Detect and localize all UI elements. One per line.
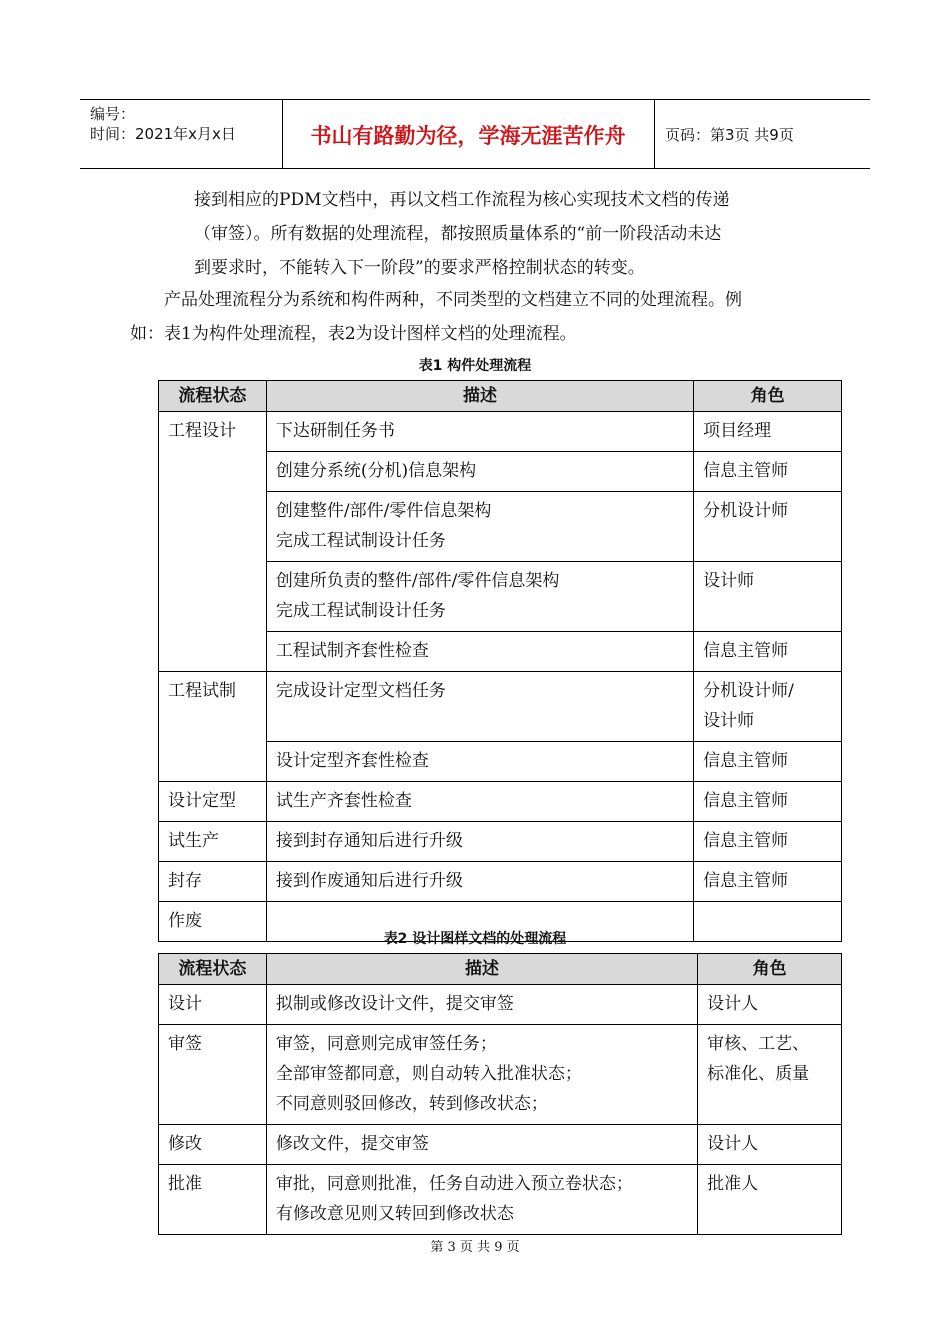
header-meta [90,104,280,144]
role-cell: 项目经理 [694,412,842,452]
table1-caption: 表1 构件处理流程 [418,358,532,374]
state-cell: 设计 [159,985,267,1025]
description-cell: 拟制或修改设计文件，提交审签 [266,985,697,1025]
role-cell: 设计人 [698,1125,842,1165]
role-cell: 信息主管师 [694,782,842,822]
page-footer: 第 3 页 共 9 页 [430,1240,520,1255]
paragraph-1 [194,183,729,285]
state-cell: 批准 [159,1165,267,1235]
description-cell: 完成设计定型文档任务 [266,672,693,742]
state-cell: 作废 [159,902,267,942]
description-cell: 审批，同意则批准，任务自动进入预立卷状态； 有修改意见则又转回到修改状态 [266,1165,697,1235]
paragraph-line: （审签）。所有数据的处理流程，都按照质量体系的“前一阶段活动未达 [194,224,722,244]
table-row [159,412,842,452]
table-row [159,672,842,742]
role-cell: 信息主管师 [694,742,842,782]
role-cell: 信息主管师 [694,822,842,862]
table-header-row [159,381,842,412]
table1 [158,380,842,942]
description-cell: 设计定型齐套性检查 [266,742,693,782]
description-cell: 创建整件/部件/零件信息架构 完成工程试制设计任务 [266,492,693,562]
role-cell: 设计师 [694,562,842,632]
state-cell: 设计定型 [159,782,267,822]
column-header-state: 流程状态 [159,381,267,412]
role-cell: 设计人 [698,985,842,1025]
column-header-description: 描述 [266,381,693,412]
header-page-info: 页码：第3页 共9页 [665,126,794,144]
table-row [159,782,842,822]
role-cell: 分机设计师 [694,492,842,562]
table-row [159,1125,842,1165]
description-cell: 试生产齐套性检查 [266,782,693,822]
table-header-row [159,954,842,985]
state-cell: 封存 [159,862,267,902]
state-cell: 工程设计 [159,412,267,672]
table-row [159,862,842,902]
document-date: 时间：2021年x月x日 [90,125,236,143]
document-number-label: 编号： [90,105,136,123]
table-row [159,985,842,1025]
paragraph-line: 如：表1为构件处理流程，表2为设计图样文档的处理流程。 [130,324,577,344]
column-header-role: 角色 [694,381,842,412]
role-cell: 信息主管师 [694,452,842,492]
description-cell: 接到作废通知后进行升级 [266,862,693,902]
state-cell: 试生产 [159,822,267,862]
table2 [158,953,842,1235]
state-cell: 审签 [159,1025,267,1125]
description-cell: 工程试制齐套性检查 [266,632,693,672]
paragraph-line: 接到相应的PDM文档中，再以文档工作流程为核心实现技术文档的传递 [194,190,730,210]
column-header-state: 流程状态 [159,954,267,985]
table2-caption: 表2 设计图样文档的处理流程 [383,931,567,947]
paragraph-line: 产品处理流程分为系统和构件两种，不同类型的文档建立不同的处理流程。例 [164,290,742,310]
role-cell: 信息主管师 [694,862,842,902]
description-cell: 修改文件，提交审签 [266,1125,697,1165]
role-cell: 信息主管师 [694,632,842,672]
table-row [159,822,842,862]
role-cell: 审核、工艺、 标准化、质量 [698,1025,842,1125]
role-cell: 分机设计师/ 设计师 [694,672,842,742]
table-row [159,1025,842,1125]
role-cell: 批准人 [698,1165,842,1235]
header-motto: 书山有路勤为径，学海无涯苦作舟 [310,124,626,148]
description-cell: 接到封存通知后进行升级 [266,822,693,862]
state-cell: 工程试制 [159,672,267,782]
state-cell: 修改 [159,1125,267,1165]
description-cell: 下达研制任务书 [266,412,693,452]
header-divider [654,100,655,168]
paragraph-line: 到要求时，不能转入下一阶段”的要求严格控制状态的转变。 [194,258,645,278]
paragraph-2 [130,283,742,351]
description-cell: 创建所负责的整件/部件/零件信息架构 完成工程试制设计任务 [266,562,693,632]
column-header-description: 描述 [266,954,697,985]
description-cell: 审签，同意则完成审签任务； 全部审签都同意，则自动转入批准状态； 不同意则驳回修改，转到修改状态； [266,1025,697,1125]
description-cell: 创建分系统(分机)信息架构 [266,452,693,492]
table-row [159,1165,842,1235]
page-header [80,99,870,169]
column-header-role: 角色 [698,954,842,985]
